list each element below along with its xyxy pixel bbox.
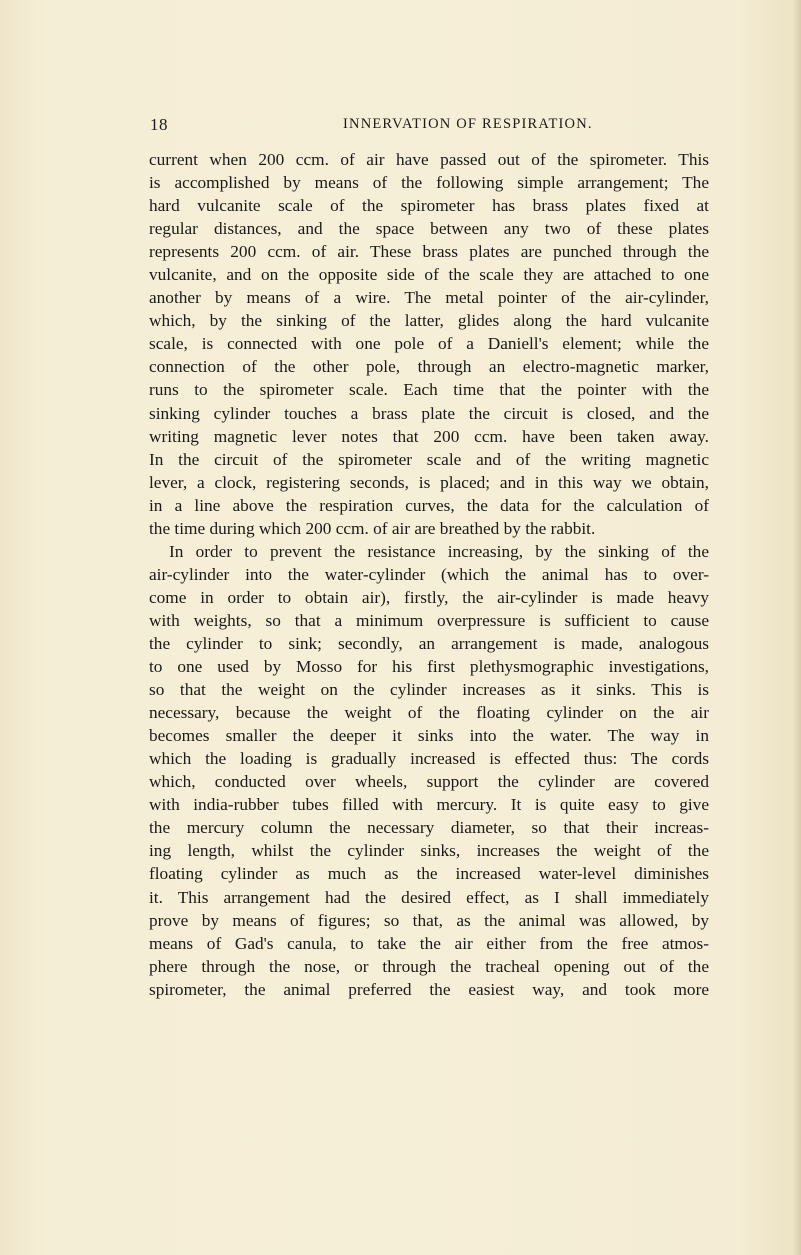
text-line: necessary, because the weight of the floating cylinder on the air bbox=[149, 703, 709, 723]
text-line: come in order to obtain air), firstly, the air-cylinder is made heavy bbox=[149, 587, 709, 607]
text-line: sinking cylinder touches a brass plate the circuit is closed, and the bbox=[149, 403, 709, 423]
text-line: becomes smaller the deeper it sinks into the water. The way in bbox=[149, 726, 709, 746]
text-line: means of Gad's canula, to take the air either from the free atmos- bbox=[149, 933, 709, 953]
text-line: another by means of a wire. The metal pointer of the air-cylinder, bbox=[149, 288, 709, 308]
text-line: which the loading is gradually increased is effected thus: The cords bbox=[149, 749, 709, 769]
text-line: hard vulcanite scale of the spirometer has brass plates fixed at bbox=[149, 196, 709, 216]
text-line: spirometer, the animal preferred the easiest way, and took more bbox=[149, 979, 709, 999]
text-line: so that the weight on the cylinder increases as it sinks. This is bbox=[149, 680, 709, 700]
text-line: vulcanite, and on the opposite side of the scale they are attached to one bbox=[149, 265, 709, 285]
running-title: INNERVATION OF RESPIRATION. bbox=[343, 116, 593, 132]
text-line: is accomplished by means of the following simple arrangement; The bbox=[149, 173, 709, 193]
running-header bbox=[150, 115, 710, 137]
text-line: floating cylinder as much as the increased water-level diminishes bbox=[149, 864, 709, 884]
text-line: with india-rubber tubes filled with mercury. It is quite easy to give bbox=[149, 795, 709, 815]
text-line: the time during which 200 ccm. of air are breathed by the rabbit. bbox=[149, 518, 596, 538]
text-line: in a line above the respiration curves, the data for the calculation of bbox=[149, 495, 709, 515]
paragraph-start-line: In order to prevent the resistance increasing, by the sinking of the bbox=[169, 541, 709, 561]
text-line: In the circuit of the spirometer scale and of the writing magnetic bbox=[149, 449, 709, 469]
text-line: lever, a clock, registering seconds, is placed; and in this way we obtain, bbox=[149, 472, 709, 492]
text-line: scale, is connected with one pole of a Daniell's element; while the bbox=[149, 334, 709, 354]
text-line: current when 200 ccm. of air have passed out of the spirometer. This bbox=[149, 150, 709, 169]
body-text bbox=[149, 148, 709, 1001]
page-edge-shadow bbox=[793, 0, 801, 1255]
text-line: ing length, whilst the cylinder sinks, increases the weight of the bbox=[149, 841, 709, 861]
text-line: which, by the sinking of the latter, glides along the hard vulcanite bbox=[149, 311, 709, 331]
text-line: with weights, so that a minimum overpressure is sufficient to cause bbox=[149, 610, 709, 630]
text-line: represents 200 ccm. of air. These brass plates are punched through the bbox=[149, 242, 709, 262]
text-line: which, conducted over wheels, support the cylinder are covered bbox=[149, 772, 709, 792]
text-line: runs to the spirometer scale. Each time that the pointer with the bbox=[149, 380, 709, 400]
text-line: the mercury column the necessary diameter, so that their increas- bbox=[149, 818, 709, 838]
text-line: regular distances, and the space between any two of these plates bbox=[149, 219, 709, 239]
text-line: prove by means of figures; so that, as the animal was allowed, by bbox=[149, 910, 709, 930]
text-line: it. This arrangement had the desired effect, as I shall immediately bbox=[149, 887, 709, 907]
text-line: the cylinder to sink; secondly, an arrangement is made, analogous bbox=[149, 633, 709, 653]
text-line: air-cylinder into the water-cylinder (which the animal has to over- bbox=[149, 564, 709, 584]
text-line: to one used by Mosso for his first plethysmographic investigations, bbox=[149, 657, 709, 677]
page-number: 18 bbox=[150, 115, 168, 134]
text-line: phere through the nose, or through the tracheal opening out of the bbox=[149, 956, 709, 976]
text-line: connection of the other pole, through an electro-magnetic marker, bbox=[149, 357, 709, 377]
text-line: writing magnetic lever notes that 200 ccm. have been taken away. bbox=[149, 426, 709, 446]
